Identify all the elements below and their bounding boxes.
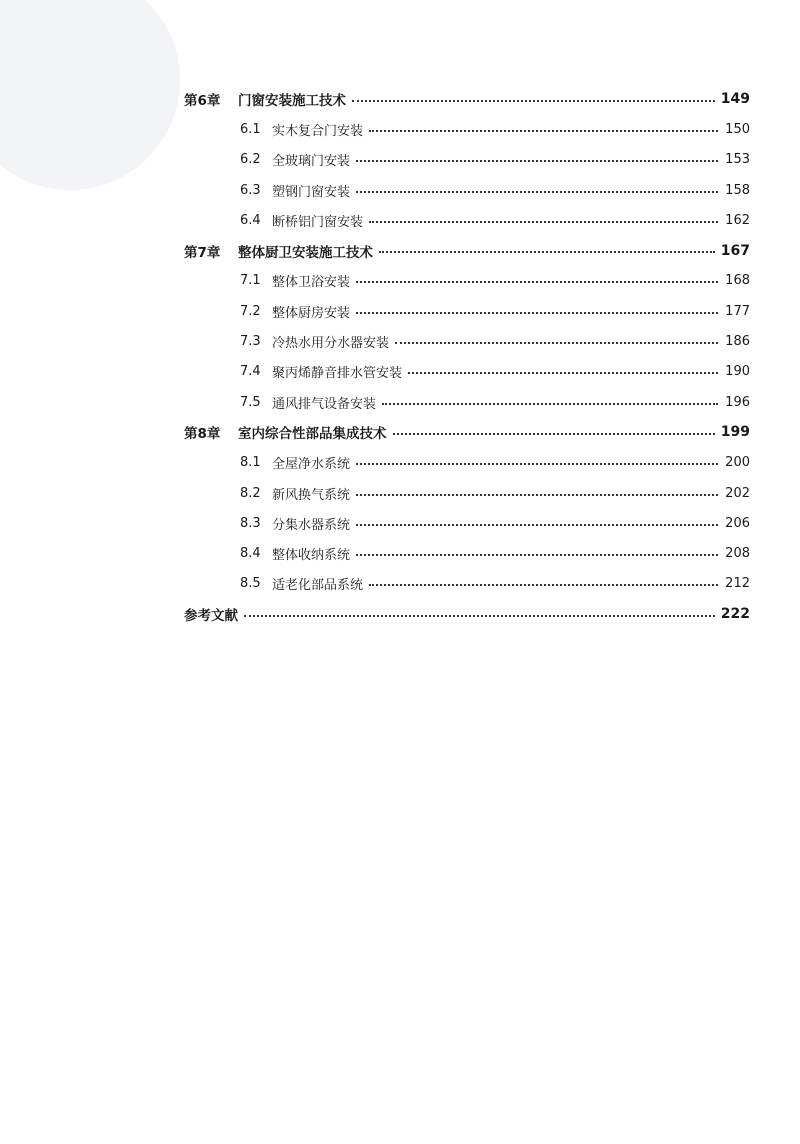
toc-entry-number: 8.1 [240, 455, 261, 471]
toc-section-row [184, 569, 750, 599]
toc-entry-title: 聚丙烯静音排水管安装 [272, 366, 403, 382]
dot-leader [379, 250, 715, 253]
toc-entry-title: 全屋净水系统 [272, 457, 351, 473]
toc-section-row [184, 326, 750, 356]
toc-entry-title: 参考文献 [184, 608, 238, 625]
toc-entry-title: 塑钢门窗安装 [272, 184, 351, 200]
toc-section-row [184, 114, 750, 144]
toc-section-row [184, 387, 750, 417]
toc-entry-number: 7.1 [240, 273, 261, 289]
toc-entry-number: 第8章 [184, 426, 221, 443]
toc-entry-title: 整体厨房安装 [272, 305, 351, 321]
dot-leader [356, 159, 718, 162]
toc-entry-number: 6.4 [240, 212, 261, 228]
toc-section-row [184, 478, 750, 508]
toc-page-number: 167 [720, 242, 750, 259]
toc-page-number: 162 [725, 212, 750, 228]
dot-leader [369, 220, 718, 223]
toc-section-row [184, 357, 750, 387]
toc-entry-title: 全玻璃门安装 [272, 154, 351, 170]
dot-leader [356, 462, 718, 465]
toc-entry-title: 分集水器系统 [272, 517, 351, 533]
toc-entry-title: 门窗安装施工技术 [238, 93, 346, 110]
toc-page-number: 177 [725, 303, 750, 319]
toc-page-number: 158 [725, 182, 750, 198]
toc-entry-number: 第7章 [184, 244, 221, 261]
toc-entry-title: 整体收纳系统 [272, 548, 351, 564]
dot-leader [393, 432, 715, 435]
toc-page-number: 149 [720, 91, 750, 108]
toc-page-number: 200 [725, 455, 750, 471]
toc-page-number: 153 [725, 152, 750, 168]
toc-entry-number: 第6章 [184, 93, 221, 110]
toc-page-number: 212 [725, 576, 750, 592]
toc-entry-title: 整体卫浴安装 [272, 275, 351, 291]
toc-entry-number: 6.3 [240, 182, 261, 198]
toc-entry-number: 7.5 [240, 394, 261, 410]
toc-entry-title: 实木复合门安装 [272, 123, 364, 139]
toc-entry-number: 7.2 [240, 303, 261, 319]
toc-page-number: 206 [725, 515, 750, 531]
toc-entry-title: 整体厨卫安装施工技术 [238, 244, 373, 261]
toc-page-number: 186 [725, 334, 750, 350]
toc-entry-title: 适老化部品系统 [272, 578, 364, 594]
toc-chapter-row [184, 599, 750, 629]
dot-leader [352, 99, 715, 102]
toc-entry-title: 断桥铝门窗安装 [272, 214, 364, 230]
dot-leader [356, 311, 718, 314]
toc-entry-number: 8.3 [240, 515, 261, 531]
toc-section-row [184, 508, 750, 538]
dot-leader [382, 402, 718, 405]
toc-entry-title: 新风换气系统 [272, 487, 351, 503]
toc-page-number: 190 [725, 364, 750, 380]
dot-leader [356, 523, 718, 526]
toc-chapter-row [184, 235, 750, 265]
dot-leader [395, 341, 718, 344]
toc-entry-number: 6.1 [240, 121, 261, 137]
toc-section-row [184, 448, 750, 478]
toc-entry-number: 6.2 [240, 152, 261, 168]
toc-section-row [184, 205, 750, 235]
toc-entry-title: 通风排气设备安装 [272, 396, 377, 412]
dot-leader [356, 280, 718, 283]
toc-chapter-row [184, 417, 750, 447]
toc-page-number: 208 [725, 546, 750, 562]
toc-page-number: 150 [725, 121, 750, 137]
toc-entry-number: 8.2 [240, 485, 261, 501]
dot-leader [356, 493, 718, 496]
toc-section-row [184, 145, 750, 175]
table-of-contents [184, 84, 750, 629]
toc-chapter-row [184, 84, 750, 114]
toc-page-number: 222 [720, 606, 750, 623]
toc-entry-title: 室内综合性部品集成技术 [238, 426, 387, 443]
dot-leader [356, 553, 718, 556]
toc-entry-title: 冷热水用分水器安装 [272, 336, 390, 352]
toc-page-number: 168 [725, 273, 750, 289]
dot-leader [408, 371, 718, 374]
toc-section-row [184, 175, 750, 205]
dot-leader [369, 129, 718, 132]
toc-entry-number: 8.4 [240, 546, 261, 562]
toc-section-row [184, 266, 750, 296]
toc-section-row [184, 538, 750, 568]
decorative-circle [0, 0, 180, 190]
toc-entry-number: 7.4 [240, 364, 261, 380]
dot-leader [356, 190, 718, 193]
toc-page-number: 196 [725, 394, 750, 410]
toc-entry-number: 7.3 [240, 334, 261, 350]
toc-page-number: 199 [720, 424, 750, 441]
dot-leader [244, 614, 715, 617]
toc-entry-number: 8.5 [240, 576, 261, 592]
toc-page-number: 202 [725, 485, 750, 501]
dot-leader [369, 583, 718, 586]
toc-section-row [184, 296, 750, 326]
